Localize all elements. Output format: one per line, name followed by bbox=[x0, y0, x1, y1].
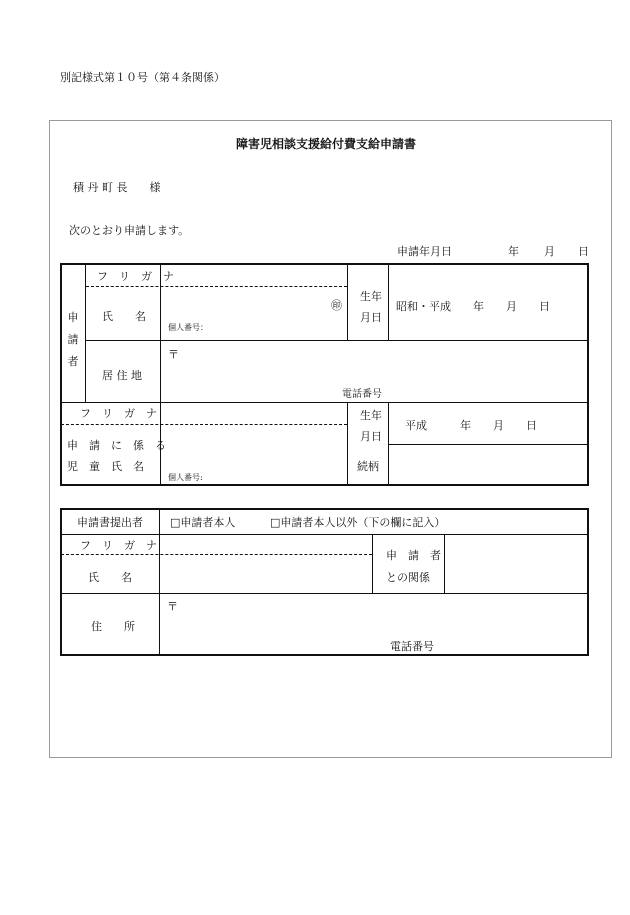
rule bbox=[372, 534, 373, 593]
submitter-furigana-label: フ リ ガ ナ bbox=[80, 539, 157, 552]
applicant-birth-label-2: 月日 bbox=[360, 311, 382, 324]
submitter-address-label: 住 所 bbox=[91, 620, 135, 633]
applicant-name-label: 氏 名 bbox=[102, 310, 146, 323]
rule bbox=[61, 534, 588, 535]
submitter-label: 申請書提出者 bbox=[77, 516, 143, 529]
applicant-birth-value: 昭和・平成 年 月 日 bbox=[396, 300, 550, 313]
applicant-section-label: 申請者 bbox=[67, 311, 79, 368]
application-date-day: 日 bbox=[578, 245, 589, 258]
submitter-relation-label-2: との関係 bbox=[386, 571, 430, 584]
rule bbox=[347, 264, 348, 341]
rule bbox=[444, 534, 445, 593]
application-date-label: 申請年月日 bbox=[397, 245, 452, 258]
rule bbox=[388, 444, 588, 445]
form-number: 別記様式第１０号（第４条関係） bbox=[60, 71, 225, 84]
rule bbox=[86, 340, 588, 341]
form-title: 障害児相談支援給付費支給申請書 bbox=[236, 137, 417, 151]
child-birth-label-2: 月日 bbox=[360, 430, 382, 443]
child-relation-label: 続柄 bbox=[357, 460, 379, 473]
applicant-address-label: 居 住 地 bbox=[102, 369, 142, 382]
applicant-phone-label: 電話番号 bbox=[342, 389, 382, 400]
rule bbox=[61, 424, 347, 425]
rule bbox=[86, 286, 347, 287]
application-date-month: 月 bbox=[544, 245, 555, 258]
applicant-postal-mark: 〒 bbox=[168, 348, 179, 361]
child-name-label-1: 申 請 に 係 る bbox=[67, 439, 166, 452]
intro-text: 次のとおり申請します。 bbox=[69, 224, 190, 237]
rule bbox=[388, 264, 389, 341]
addressee: 積 丹 町 長 様 bbox=[73, 181, 161, 194]
submitter-name-label: 氏 名 bbox=[88, 571, 132, 584]
applicant-birth-label-1: 生年 bbox=[360, 290, 382, 303]
submitter-option-other[interactable]: □申請者本人以外（下の欄に記入） bbox=[270, 516, 446, 529]
applicant-seal-mark: ㊞ bbox=[331, 299, 342, 312]
child-birth-value: 平成 年 月 日 bbox=[405, 419, 537, 432]
rule bbox=[61, 593, 588, 594]
child-id-number-label: 個人番号: bbox=[168, 473, 203, 482]
rule bbox=[347, 402, 348, 485]
submitter-phone-label: 電話番号 bbox=[390, 640, 434, 653]
rule bbox=[159, 509, 160, 655]
application-date-year: 年 bbox=[508, 245, 519, 258]
rule bbox=[61, 554, 372, 555]
child-birth-label-1: 生年 bbox=[360, 409, 382, 422]
child-furigana-label: フ リ ガ ナ bbox=[80, 407, 157, 420]
submitter-table bbox=[60, 508, 589, 656]
rule bbox=[85, 264, 86, 402]
applicant-furigana-label: フ リ ガ ナ bbox=[97, 270, 174, 283]
submitter-option-self[interactable]: □申請者本人 bbox=[170, 516, 236, 529]
submitter-postal-mark: 〒 bbox=[167, 600, 178, 613]
rule bbox=[61, 402, 588, 403]
applicant-id-number-label: 個人番号： bbox=[168, 323, 208, 332]
child-name-label-2: 児 童 氏 名 bbox=[67, 460, 144, 473]
submitter-relation-label-1: 申 請 者 bbox=[386, 549, 441, 562]
